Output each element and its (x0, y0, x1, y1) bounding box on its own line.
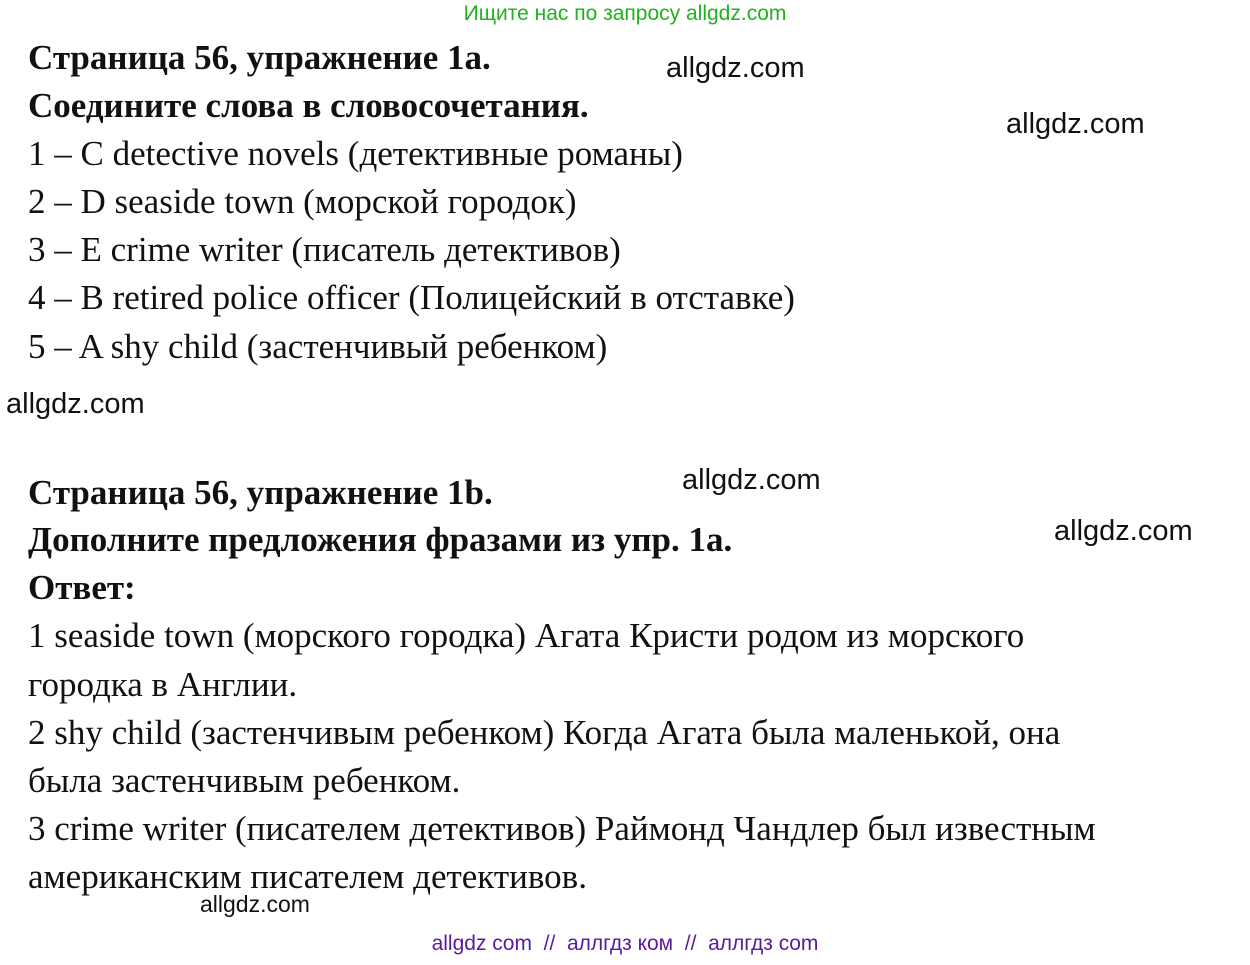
section2-line-5: 3 crime writer (писателем детективов) Раймонд Чандлер был известным (28, 809, 1096, 848)
footer-links[interactable]: allgdz com // аллгдз ком // аллгдз com (431, 932, 819, 955)
section2-line-4: была застенчивым ребенком. (28, 761, 461, 800)
section1-task: Соедините слова в словосочетания. (28, 86, 589, 125)
section1-heading: Страница 56, упражнение 1a. (28, 38, 491, 77)
top-banner-link[interactable]: Ищите нас по запросу allgdz.com (463, 2, 787, 25)
watermark: allgdz.com (682, 464, 821, 496)
section2-answer-label: Ответ: (28, 568, 136, 607)
section2-line-6: американским писателем детективов. (28, 857, 587, 896)
section2-line-2: городка в Англии. (28, 665, 298, 704)
watermark: allgdz.com (200, 891, 310, 917)
section2-line-1: 1 seaside town (морского городка) Агата Кристи родом из морского (28, 616, 1025, 655)
section1-line-2: 2 – D seaside town (морской городок) (28, 182, 577, 221)
section2-task: Дополните предложения фразами из упр. 1a. (28, 520, 733, 559)
section1-line-1: 1 – C detective novels (детективные романы) (28, 134, 683, 173)
section2-line-3: 2 shy child (застенчивым ребенком) Когда Агата была маленькой, она (28, 713, 1061, 752)
section1-line-4: 4 – B retired police officer (Полицейский в отставке) (28, 278, 795, 317)
section1-line-5: 5 – A shy child (застенчивый ребенком) (28, 327, 608, 366)
watermark: allgdz.com (6, 388, 145, 420)
watermark: allgdz.com (666, 52, 805, 84)
section2-heading: Страница 56, упражнение 1b. (28, 473, 493, 512)
watermark: allgdz.com (1006, 108, 1145, 140)
section1-line-3: 3 – E crime writer (писатель детективов) (28, 230, 621, 269)
watermark: allgdz.com (1054, 515, 1193, 547)
